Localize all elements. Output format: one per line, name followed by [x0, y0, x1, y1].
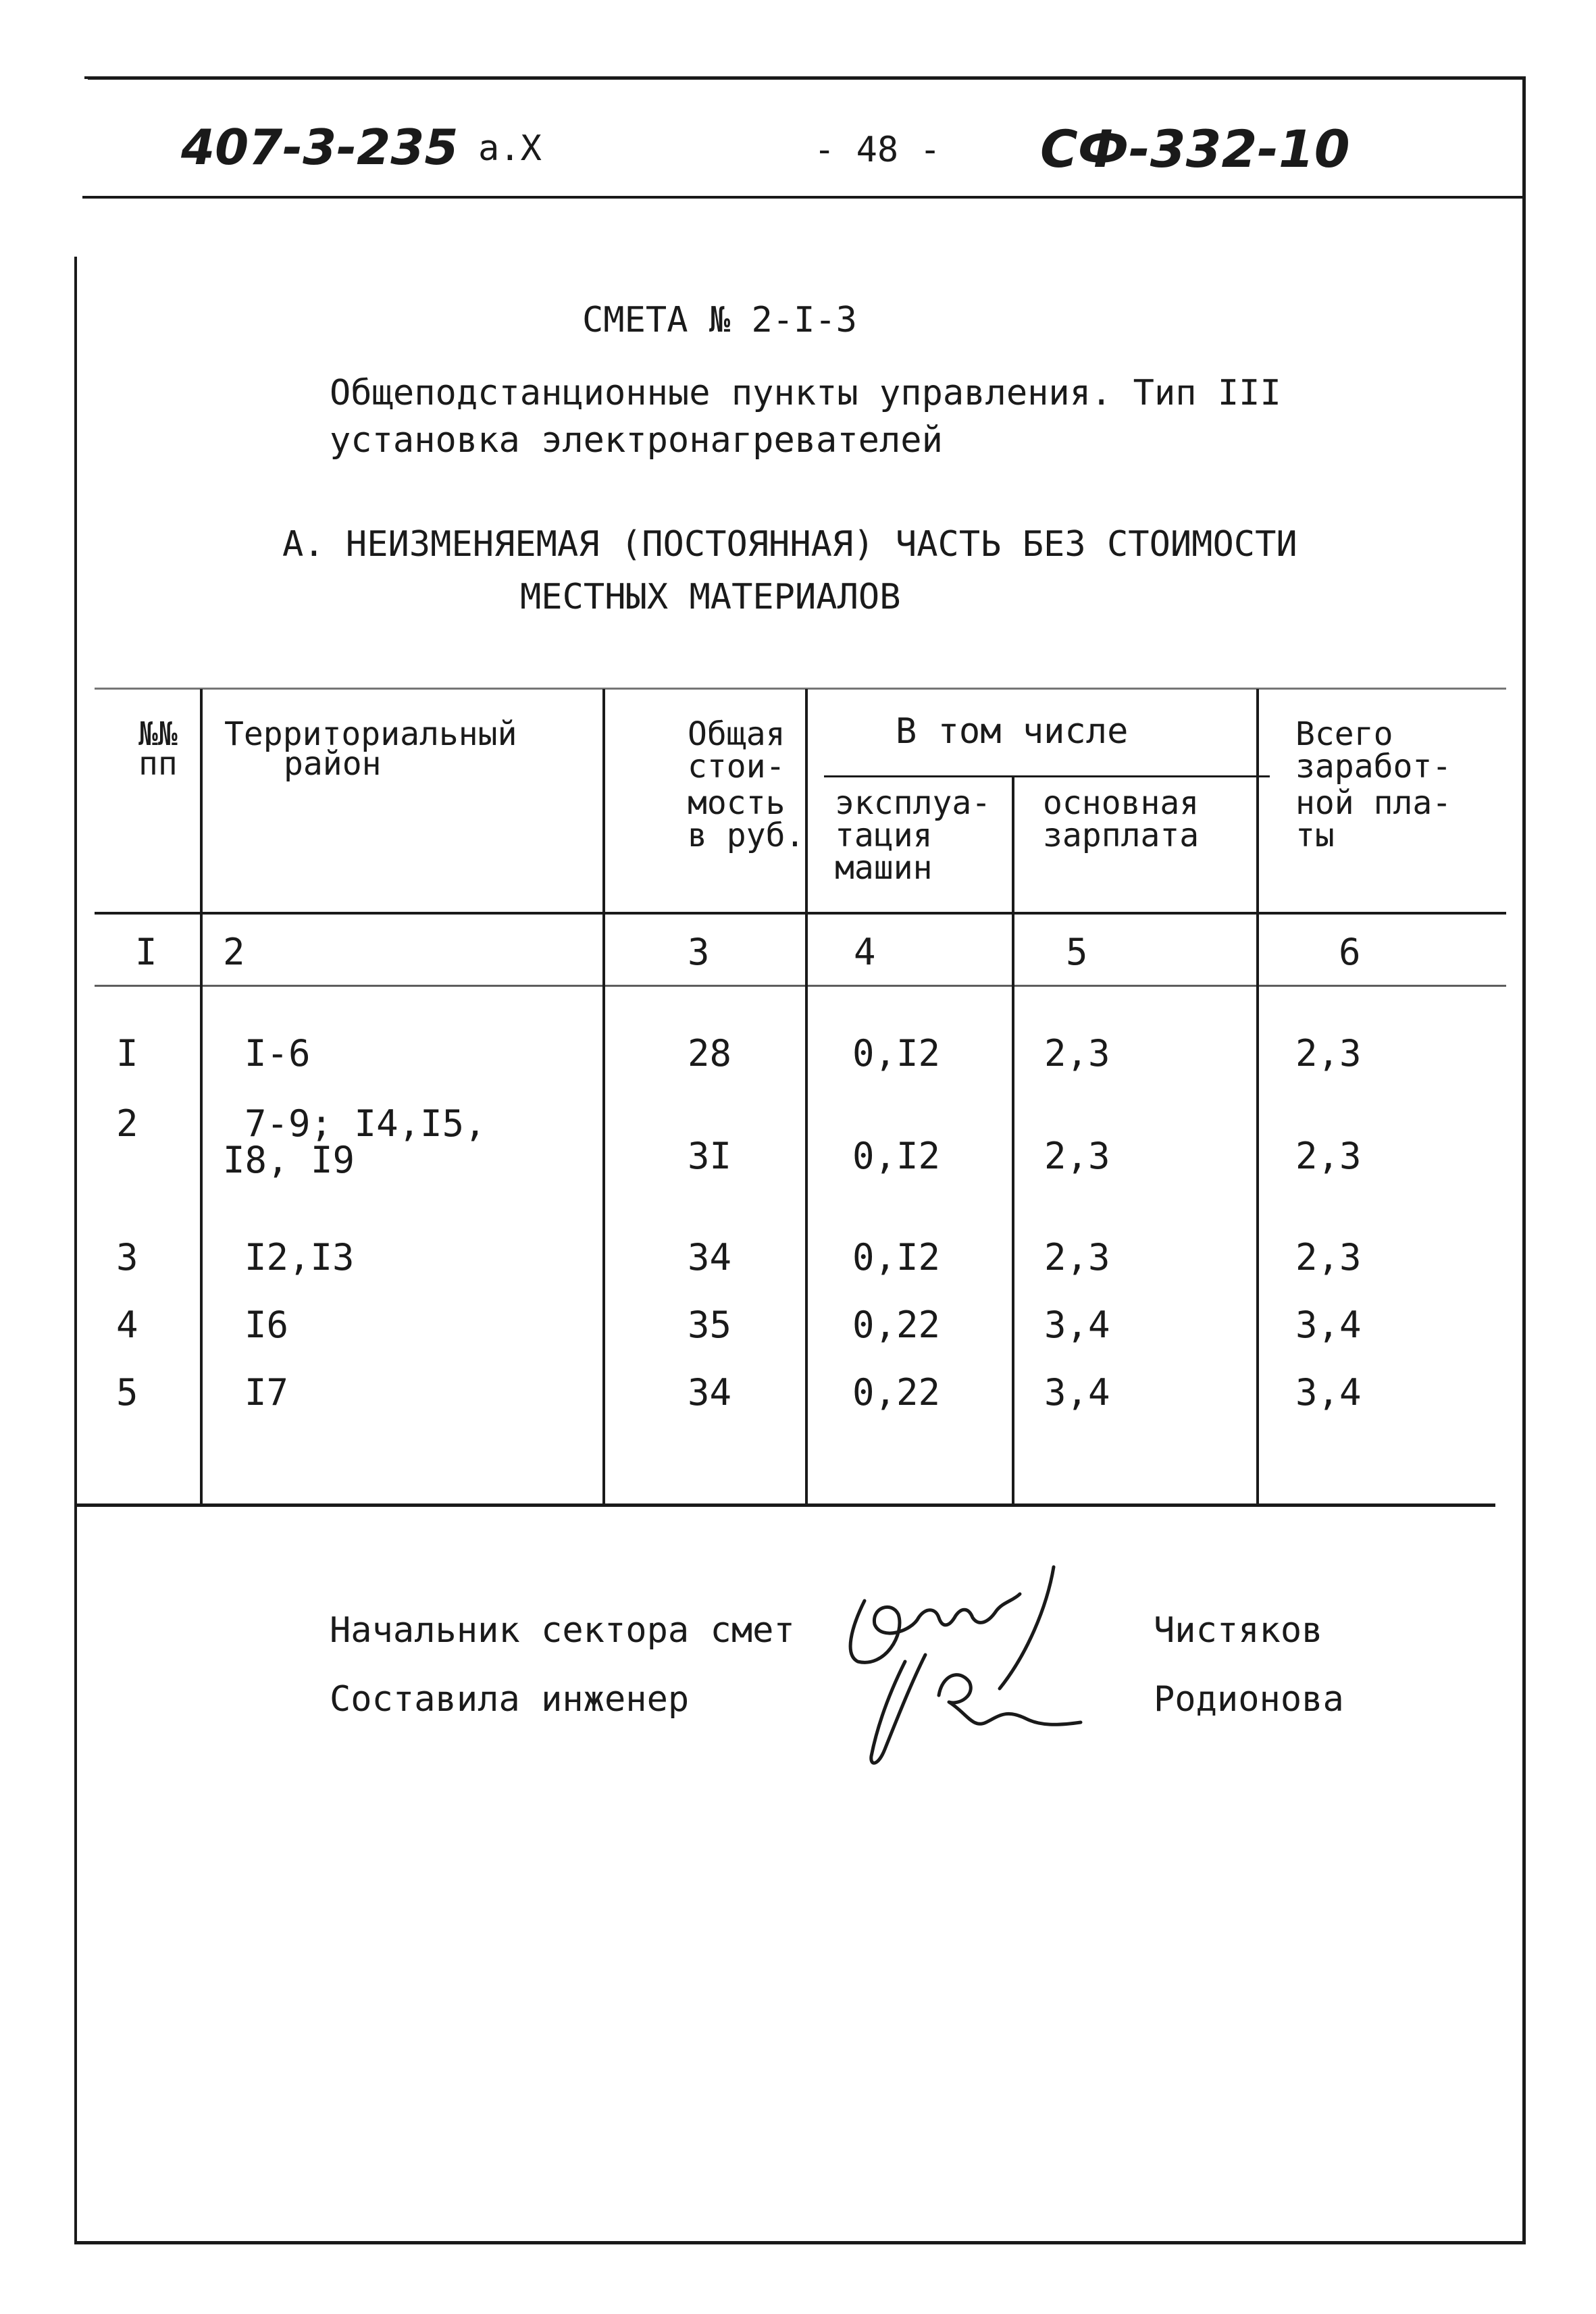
header-all-wage-3: ной пла- [1295, 784, 1452, 822]
row-num: 5 [116, 1371, 138, 1414]
table-col-divider-1 [200, 689, 203, 1505]
row-num: I [116, 1032, 138, 1075]
frame-top-line [88, 76, 1525, 80]
frame-right-line [1522, 76, 1526, 2244]
sheet-code: СФ-332-10 [1040, 119, 1350, 179]
signature-name-1: Чистяков [1154, 1610, 1323, 1651]
table-colnum-bottom-line [95, 985, 1506, 987]
row-region: I2,I3 [244, 1236, 355, 1279]
header-all-wage-2: заработ- [1295, 748, 1452, 786]
row-num: 2 [116, 1102, 138, 1145]
row-wage: 3,4 [1044, 1371, 1110, 1414]
header-all-wage-4: ты [1295, 817, 1335, 854]
estimate-subtitle-1: Общеподстанционные пункты управления. Тип III [330, 373, 1281, 413]
header-total-1: Общая [688, 715, 786, 753]
header-all-wage-1: Всего [1295, 715, 1393, 753]
row-all-wage: 2,3 [1295, 1236, 1362, 1279]
header-wage-2: зарплата [1043, 817, 1200, 854]
row-machines: 0,I2 [852, 1236, 941, 1279]
header-machines-3: машин [835, 849, 933, 887]
row-total: 35 [688, 1304, 732, 1346]
row-machines: 0,22 [852, 1304, 941, 1346]
header-separator-line [82, 196, 1525, 199]
row-region: I-6 [244, 1032, 311, 1075]
table-col-divider-3 [805, 689, 808, 1505]
col-number-3: 3 [688, 931, 710, 973]
header-wage-1: основная [1043, 784, 1200, 822]
row-all-wage: 2,3 [1295, 1032, 1362, 1075]
section-title-2: МЕСТНЫХ МАТЕРИАЛОВ [520, 577, 901, 617]
row-num: 4 [116, 1304, 138, 1346]
frame-top-dash [84, 76, 105, 79]
header-total-4: в руб. [688, 817, 805, 854]
row-total: 34 [688, 1236, 732, 1279]
section-title-1: А. НЕИЗМЕНЯЕМАЯ (ПОСТОЯННАЯ) ЧАСТЬ БЕЗ СТОИМОСТИ [282, 524, 1297, 565]
col-number-1: I [135, 931, 157, 973]
header-machines-2: тация [835, 817, 933, 854]
row-wage: 3,4 [1044, 1304, 1110, 1346]
header-region-1: Территориальный [224, 715, 517, 753]
row-machines: 0,22 [852, 1371, 941, 1414]
frame-left-line [74, 257, 77, 2244]
frame-bottom-line [74, 2241, 1525, 2244]
page-number: - 48 - [814, 130, 941, 170]
header-region-2: район [284, 745, 382, 783]
row-total: 28 [688, 1032, 732, 1075]
header-total-3: мость [688, 784, 786, 822]
signature-role-2: Составила инженер [330, 1679, 690, 1720]
row-total: 34 [688, 1371, 732, 1414]
row-wage: 2,3 [1044, 1135, 1110, 1177]
album-number: a.X [478, 128, 542, 169]
table-col-divider-5 [1256, 689, 1259, 1505]
estimate-subtitle-2: установка электронагревателей [330, 420, 943, 461]
row-all-wage: 3,4 [1295, 1304, 1362, 1346]
row-machines: 0,I2 [852, 1135, 941, 1177]
col-number-5: 5 [1066, 931, 1088, 973]
header-total-2: стои- [688, 748, 786, 786]
col-number-6: 6 [1339, 931, 1361, 973]
table-col-divider-2 [602, 689, 605, 1505]
col-number-2: 2 [223, 931, 245, 973]
table-bottom-line [77, 1503, 1495, 1507]
row-num: 3 [116, 1236, 138, 1279]
signature-name-2: Родионова [1154, 1679, 1344, 1720]
row-region: 7-9; I4,I5, [244, 1102, 486, 1145]
estimate-title: СМЕТА № 2-I-3 [582, 300, 857, 340]
header-num-1: №№ [138, 715, 178, 753]
row-region: I6 [244, 1304, 289, 1346]
header-machines-1: эксплуа- [835, 784, 992, 822]
row-region-continued: I8, I9 [223, 1139, 355, 1181]
signature-role-1: Начальник сектора смет [330, 1610, 795, 1651]
handwritten-signature-icon [824, 1553, 1108, 1776]
header-including: В том числе [896, 711, 1129, 752]
row-all-wage: 3,4 [1295, 1371, 1362, 1414]
row-region: I7 [244, 1371, 289, 1414]
col-number-4: 4 [854, 931, 876, 973]
row-machines: 0,I2 [852, 1032, 941, 1075]
table-col-divider-4 [1012, 777, 1014, 1503]
project-code: 407-3-235 [181, 119, 459, 176]
row-all-wage: 2,3 [1295, 1135, 1362, 1177]
table-header-bottom-line [95, 912, 1506, 915]
row-wage: 2,3 [1044, 1032, 1110, 1075]
row-wage: 2,3 [1044, 1236, 1110, 1279]
header-num-2: пп [138, 745, 178, 783]
row-total: 3I [688, 1135, 732, 1177]
table-subheader-line [824, 775, 1270, 777]
table-top-line [95, 688, 1506, 690]
